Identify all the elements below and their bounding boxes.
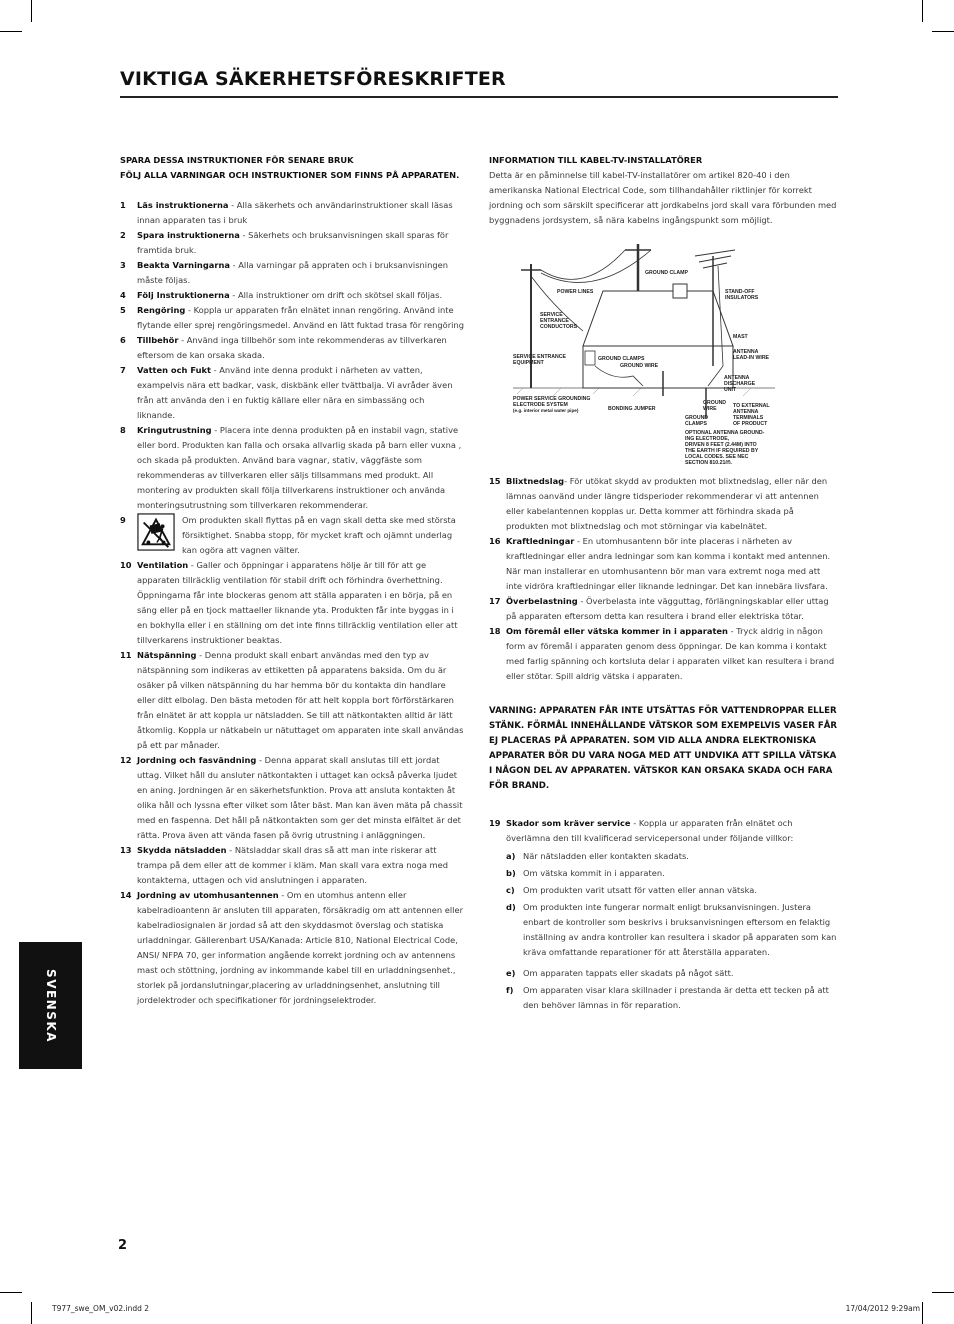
diagram-label: INSULATORS [725,295,759,301]
diagram-label: THE EARTH IF REQUIRED BY [685,448,759,454]
crop-mark [922,0,923,22]
section-heading: INFORMATION TILL KABEL-TV-INSTALLATÖRER [489,155,703,165]
diagram-label: ANTENNA [733,409,759,415]
diagram-label: UNIT [724,387,737,393]
list-item: 19 Skador som kräver service - Koppla ur apparaten från elnätet och överlämna den till kvalificerad servicepersonal under följande villkor: [489,818,794,843]
footer-date: 17/04/2012 9:29am [845,1304,920,1313]
crop-mark [0,1292,22,1293]
diagram-label: TERMINALS [733,415,764,421]
page-title: VIKTIGA SÄKERHETSFÖRESKRIFTER [120,68,506,90]
crop-mark [31,1302,32,1324]
sub-item: e) Om apparaten tappats eller skadats på något sätt. [506,968,734,978]
diagram-label: SERVICE [540,312,563,318]
diagram-label: (e.g. interior metal water pipe) [513,408,579,413]
diagram-label: TO EXTERNAL [733,403,770,409]
sub-item: a) När nätsladden eller kontakten skadats. [506,851,689,861]
list-item: 1 Läs instruktionerna - Alla säkerhets och användarinstruktioner skall läsas innan apparaten tas i bruk [120,200,453,225]
diagram-label: STAND-OFF [725,289,755,295]
crop-mark [932,31,954,32]
diagram-label: OPTIONAL ANTENNA GROUND- [685,430,765,436]
right-column [489,153,837,1013]
diagram-label: WIRE [703,406,717,412]
warning-text: VARNING: APPARATEN FÅR INTE UTSÄTTAS FÖR VATTENDROPPAR ELLER STÄNK. FÖRMÅL INNEHÅLLANDE VÄTSKOR SOM EXEMPELVIS VASER FÅR EJ PLACERAS PÅ APPARATEN. SOM VID ALLA ANDRA ELEKTRONISKA APPARATER BÖR DU VARA NOGA MED ATT UNDVIKA ATT SPILLA VÄTSKA I NÅGON DEL AV APPARATEN. VÄTSKOR KAN ORSAKA SKADA OCH FARA FÖR BRAND. [489,706,837,791]
list-item: 15 Blixtnedslag- För utökat skydd av produkten mot blixtnedslag, eller när den lämnas oanvänd under längre tidsperioder rekommenderar vi att antennen eller kabelantennen kopplas ur. Detta kommer att förhindra skada på produkten mot blixtnedslag och mot störningar via kabelnätet. [489,476,828,531]
list-item: 5 Rengöring - Koppla ur apparaten från elnätet innan rengöring. Använd inte flytande eller sprej rengöringsmedel. Använd en lätt fuktad trasa för rengöring [120,305,464,330]
intro-paragraph: Detta är en påminnelse till kabel-TV-installatörer om artikel 820-40 i den amerikanska National Electrical Code, som tillhandahåller riktlinjer för korrekt jordning och som särskilt specificerar att jordkabelns jord skall vara förbunden med byggnadens jordsystem, så nära kabelns ingångspunkt som möjligt. [489,170,837,225]
diagram-label: DISCHARGE [724,381,756,387]
list-item: 8 Kringutrustning - Placera inte denna produkten på en instabil vagn, stative eller bord. Produkten kan falla och orsaka allvarlig skada på barn eller vuxna , och skada på produkten. Använd bara vagnar, stativ, väggfäste som rekommenderas av tillverkaren eller säljs tillsammans med produkt. All montering av produkten skall följa tillverkarens instruktioner och använda monteringsutrustning som tillverkaren rekommenderar. [120,425,462,510]
list-item: 10 Ventilation - Galler och öppningar i apparatens hölje är till för att ge apparaten tillräcklig ventilation för stabil drift och förhindra överhettning. Öppningarna får inte blockeras genom att ställa apparaten i en börja, på en säng eller på en tjock mattaeller liknande yta. Produkten får inte byggas in i en bokhylla eller i en ställning om det inte finns tillräcklig ventilation eller att tillverkarens instruktioner beaktas. [120,560,458,645]
list-item: 4 Följ Instruktionerna - Alla instruktioner om drift och skötsel skall följas. [120,290,443,300]
list-item: 9 Om produkten skall flyttas på en vagn skall detta ske med största försiktighet. Snabba stopp, för mycket kraft och ojämnt underlag kan ogöra att vagnen välter. [120,515,456,555]
diagram-label: GROUND WIRE [620,363,659,369]
diagram-label: SECTION 810.21(f). [685,460,732,464]
list-item: 11 Nätspänning - Denna produkt skall enbart användas med den typ av nätspänning som indikeras av ettiketten på apparatens baksida. Om du är osäker på vilken nätspänning du har hemma bör du kontakta din handlare eller ditt elbolag. Den bästa metoden för att helt koppla bort förförstärkaren från elnätet är att koppla ur nätsladden. Se till att nätkontakten alltid är lätt åtkomlig. Koppla ur nätkabeln ur nätuttaget om apparaten inte skall användas på ett par månader. [120,650,464,750]
sub-item: b) Om vätska kommit in i apparaten. [506,868,665,878]
list-item: 7 Vatten och Fukt - Använd inte denna produkt i närheten av vatten, exampelvis nära ett badkar, vask, diskbänk eller tvättbalja. Vi avråder även från att använda den i en fuktig källare eller nära en simbassäng och liknande. [120,365,453,420]
diagram-label: ANTENNA [724,375,750,381]
diagram-label: GROUND CLAMP [645,270,688,276]
diagram-label: GROUND CLAMPS [598,356,645,362]
list-item: 17 Överbelastning - Överbelasta inte vägguttag, förlängningskablar eller uttag på apparaten eftersom detta kan resultera i brand eller elektriska tötar. [489,596,829,621]
diagram-label: SERVICE ENTRANCE [513,354,566,360]
section-heading: FÖLJ ALLA VARNINGAR OCH INSTRUKTIONER SOM FINNS PÅ APPARATEN. [120,170,460,180]
diagram-label: ELECTRODE SYSTEM [513,402,568,408]
cart-tipover-warning-icon [137,513,175,551]
diagram-label: DRIVEN 8 FEET (2.44M) INTO [685,442,757,448]
crop-mark [0,31,22,32]
diagram-label: POWER SERVICE GROUNDING [513,396,591,402]
list-item: 12 Jordning och fasvändning - Denna apparat skall anslutas till ett jordat uttag. Vilket håll du ansluter nätkontakten i uttaget kan också påverka ljudet en aning. Jordningen är en säkerhetsfunktion. Prova att ansluta kontakten åt olika håll och lyssna efter vilket som låter bäst. Man kan även mäta på chassit med en faspenna. Det håll på nätkontakten som ger det minsta elfältet är det rätta. Prova även att vända fasen på övrig utrustning i anläggningen. [120,755,463,840]
diagram-label: GROUND [703,400,727,406]
diagram-label: EQUIPMENT [513,360,544,366]
diagram-label: OF PRODUCT [733,421,768,427]
sub-item: d) Om produkten inte fungerar normalt enligt bruksanvisningen. Justera enbart de kontroller som beskrivs i bruksanvisningen eftersom en felaktig inställning av andra kontroller kan resultera i skador på apparaten som kan kräva omfattande reparationer för att återställa apparaten. [506,902,837,957]
diagram-label: CONDUCTORS [540,324,578,330]
diagram-label: LOCAL CODES. SEE NEC [685,454,749,460]
list-item: 13 Skydda nätsladden - Nätsladdar skall dras så att man inte riskerar att trampa på dem eller att de kommer i kläm. Man skall vara extra noga med kontakterna, uttagen och vid anslutningen i apparaten. [120,845,449,885]
section-heading: SPARA DESSA INSTRUKTIONER FÖR SENARE BRUK [120,155,354,165]
language-tab: SVENSKA [19,942,82,1069]
sub-item: f) Om apparaten visar klara skillnader i prestanda är detta ett tecken på att den behöver lämnas in för reparation. [506,985,829,1010]
list-item: 16 Kraftledningar - En utomhusantenn bör inte placeras i närheten av kraftledningar eller andra ledningar som kan komma i kontakt med antennen. När man installerar en utomhusantenn bör man vara extremt noga med att inte vidröra kraftledningar eller liknande ledningar. Det kan innebära livsfara. [489,536,831,591]
diagram-label: POWER LINES [557,289,594,295]
diagram-label: GROUND [685,415,709,421]
crop-mark [932,1292,954,1293]
diagram-label: BONDING JUMPER [608,406,656,412]
diagram-label: LEAD-IN WIRE [733,355,770,361]
diagram-label: ENTRANCE [540,318,569,324]
list-item: 3 Beakta Varningarna - Alla varningar på appraten och i bruksanvisningen måste följas. [120,260,448,285]
crop-mark [31,0,32,22]
list-item: 2 Spara instruktionerna - Säkerhets och bruksanvisningen skall sparas för framtida bruk. [120,230,449,255]
diagram-label: ANTENNA [733,349,759,355]
list-item: 18 Om föremål eller vätska kommer in i apparaten - Tryck aldrig in någon form av föremål i apparaten genom dess öppningar. De kan komma i kontakt med farlig spänning och kortsluta delar i apparaten vilket kan resultera i brand eller stötar. Spill aldrig vätska i apparaten. [489,626,835,681]
left-column [120,153,464,1008]
antenna-grounding-diagram [513,236,775,464]
title-rule [120,96,838,98]
sub-item: c) Om produkten varit utsatt för vatten eller annan vätska. [506,885,758,895]
list-item: 6 Tillbehör - Använd inga tillbehör som inte rekommenderas av tillverkaren eftersom de kan orsaka skada. [120,335,447,360]
list-item: 14 Jordning av utomhusantennen - Om en utomhus antenn eller kabelradioantenn är ansluten till apparaten, försäkradig om att antennen eller kabelradiosignalen är jordad så att den skyddasmot överslag och statiska urladdningar. Gällerenbart USA/Kanada: Article 810, National Electrical Code, ANSI/ NFPA 70, ger information angående korrekt jordning och av antennens mast och stöttning, jordning av inkommande kabel till en urladdningsenhet., storlek på jordanslutningar,placering av urladdningsenhet, anslutning till jordelektroder och specifikationer för jordningselektroder. [120,890,463,1005]
diagram-label: MAST [733,334,748,340]
diagram-label: CLAMPS [685,421,707,427]
crop-mark [922,1302,923,1324]
diagram-label: ING ELECTRODE, [685,436,730,442]
footer-file: T977_swe_OM_v02.indd 2 [52,1304,150,1313]
page-number: 2 [118,1238,128,1253]
